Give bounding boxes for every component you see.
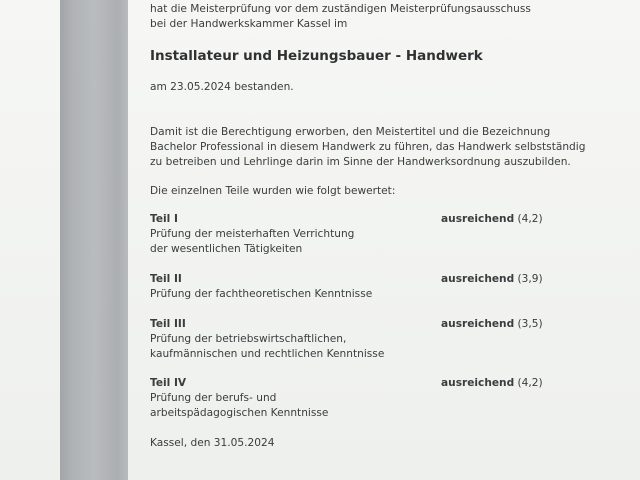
part-4-desc — [150, 391, 328, 421]
intro-text — [150, 2, 531, 32]
part-3-desc — [150, 332, 384, 362]
rights-paragraph — [150, 125, 585, 170]
grade-value: (4,2) — [517, 213, 543, 225]
grade-value: (4,2) — [517, 377, 543, 389]
intro-line: bei der Handwerkskammer Kassel im — [150, 18, 348, 30]
desc-line: arbeitspädagogischen Kenntnisse — [150, 407, 329, 419]
place-and-date: Kassel, den 31.05.2024 — [150, 437, 275, 449]
part-3-name: Teil III — [150, 318, 186, 330]
parts-intro: Die einzelnen Teile wurden wie folgt bewertet: — [150, 185, 396, 197]
grade-word: ausreichend — [441, 213, 515, 225]
part-2-grade — [441, 272, 543, 287]
part-4-grade — [441, 376, 543, 391]
desc-line: Prüfung der fachtheoretischen Kenntnisse — [150, 288, 373, 300]
desc-line: kaufmännischen und rechtlichen Kenntnisse — [150, 348, 385, 360]
rights-line: Damit ist die Berechtigung erworben, den Meistertitel und die Bezeichnung — [150, 126, 551, 138]
grade-value: (3,9) — [517, 273, 543, 285]
part-1-grade — [441, 212, 543, 227]
desc-line: Prüfung der berufs- und — [150, 392, 277, 404]
part-3-grade — [441, 317, 543, 332]
desc-line: Prüfung der betriebswirtschaftlichen, — [150, 333, 347, 345]
grade-value: (3,5) — [517, 318, 543, 330]
desc-line: Prüfung der meisterhaften Verrichtung — [150, 228, 355, 240]
grade-word: ausreichend — [441, 377, 515, 389]
part-1-name: Teil I — [150, 213, 178, 225]
desc-line: der wesentlichen Tätigkeiten — [150, 243, 303, 255]
part-2-name: Teil II — [150, 273, 182, 285]
grade-word: ausreichend — [441, 273, 515, 285]
decorative-side-stripe — [60, 0, 128, 480]
part-2-desc — [150, 287, 372, 302]
rights-line: zu betreiben und Lehrlinge darin im Sinne der Handwerksordnung auszubilden. — [150, 156, 571, 168]
part-1-desc — [150, 227, 354, 257]
part-4-name: Teil IV — [150, 377, 187, 389]
trade-title: Installateur und Heizungsbauer - Handwerk — [150, 48, 483, 64]
intro-line: hat die Meisterprüfung vor dem zuständigen Meisterprüfungsausschuss — [150, 3, 531, 15]
passed-date-line: am 23.05.2024 bestanden. — [150, 81, 294, 93]
grade-word: ausreichend — [441, 318, 515, 330]
rights-line: Bachelor Professional in diesem Handwerk zu führen, das Handwerk selbstständig — [150, 141, 586, 153]
